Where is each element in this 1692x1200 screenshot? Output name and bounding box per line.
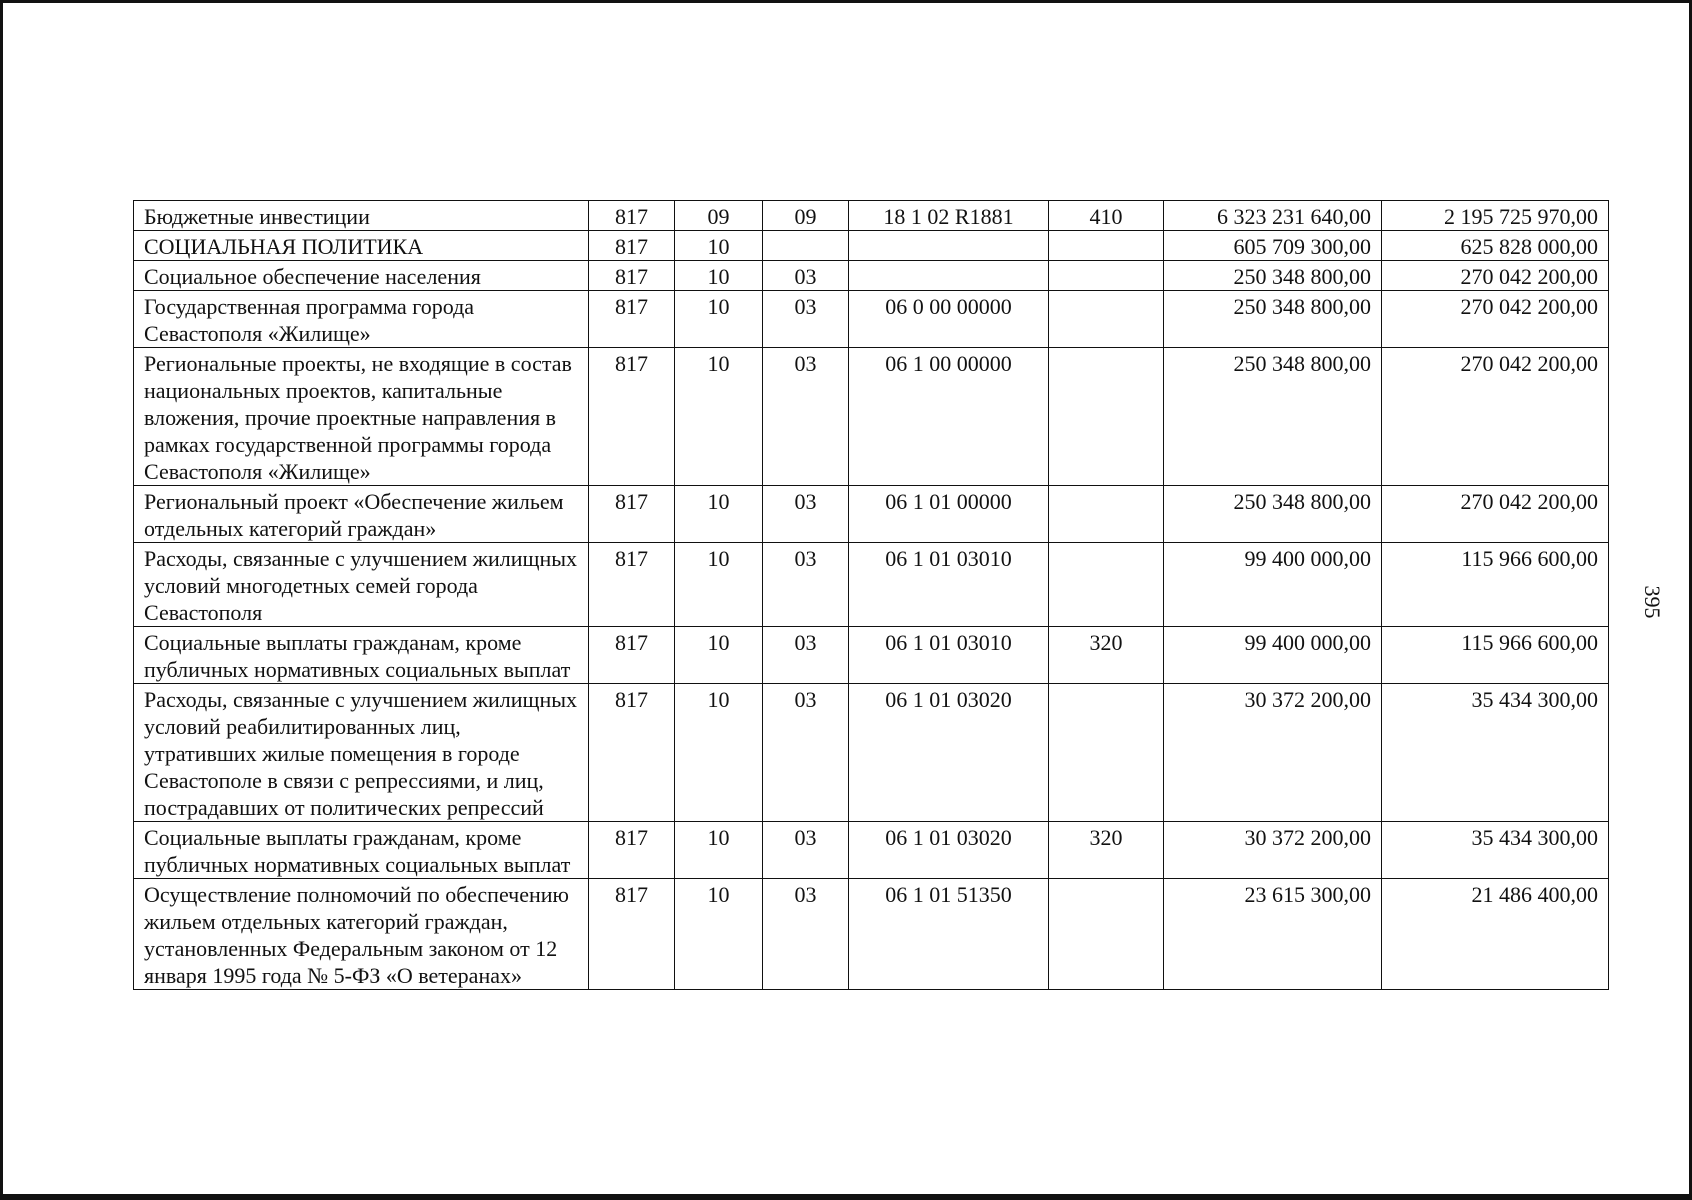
cell-amount-year1: 30 372 200,00 [1164,822,1382,879]
cell-grbs: 817 [589,201,675,231]
cell-subsection: 03 [763,879,849,990]
cell-target-article: 06 0 00 00000 [849,291,1049,348]
page-border-left [0,0,3,1200]
cell-subsection [763,231,849,261]
cell-amount-year2: 625 828 000,00 [1382,231,1609,261]
cell-name: Социальное обеспечение населения [134,261,589,291]
table-body [134,201,1609,990]
cell-amount-year1: 250 348 800,00 [1164,291,1382,348]
cell-section: 10 [675,231,763,261]
cell-name: Осуществление полномочий по обеспечению жильем отдельных категорий граждан, установленных Федеральным законом от 12 января 1995 года № 5-ФЗ «О ветеранах» [134,879,589,990]
cell-name: Государственная программа города Севастополя «Жилище» [134,291,589,348]
cell-expense-type [1049,348,1164,486]
cell-expense-type [1049,684,1164,822]
cell-section: 10 [675,627,763,684]
cell-grbs: 817 [589,543,675,627]
table-row [134,231,1609,261]
cell-amount-year1: 30 372 200,00 [1164,684,1382,822]
cell-section: 10 [675,543,763,627]
cell-amount-year2: 270 042 200,00 [1382,486,1609,543]
cell-target-article: 06 1 01 03010 [849,627,1049,684]
cell-amount-year2: 270 042 200,00 [1382,291,1609,348]
cell-subsection: 03 [763,822,849,879]
cell-subsection: 09 [763,201,849,231]
cell-name: Расходы, связанные с улучшением жилищных условий реабилитированных лиц, утративших жилые помещения в городе Севастополе в связи с репрессиями, и лиц, пострадавших от политических репрессий [134,684,589,822]
table-row [134,822,1609,879]
cell-grbs: 817 [589,261,675,291]
cell-grbs: 817 [589,486,675,543]
cell-target-article [849,261,1049,291]
cell-amount-year1: 605 709 300,00 [1164,231,1382,261]
cell-expense-type [1049,486,1164,543]
cell-name: Расходы, связанные с улучшением жилищных условий многодетных семей города Севастополя [134,543,589,627]
cell-name: СОЦИАЛЬНАЯ ПОЛИТИКА [134,231,589,261]
cell-name: Социальные выплаты гражданам, кроме публичных нормативных социальных выплат [134,627,589,684]
cell-subsection: 03 [763,684,849,822]
cell-grbs: 817 [589,684,675,822]
cell-amount-year1: 6 323 231 640,00 [1164,201,1382,231]
cell-amount-year1: 250 348 800,00 [1164,261,1382,291]
cell-target-article: 06 1 01 03010 [849,543,1049,627]
cell-target-article: 06 1 01 51350 [849,879,1049,990]
cell-section: 10 [675,291,763,348]
cell-amount-year2: 35 434 300,00 [1382,684,1609,822]
cell-target-article: 06 1 01 03020 [849,684,1049,822]
cell-section: 10 [675,684,763,822]
cell-expense-type: 320 [1049,627,1164,684]
cell-section: 09 [675,201,763,231]
cell-subsection: 03 [763,348,849,486]
table-row [134,261,1609,291]
cell-amount-year2: 21 486 400,00 [1382,879,1609,990]
cell-name: Социальные выплаты гражданам, кроме публичных нормативных социальных выплат [134,822,589,879]
table-row [134,201,1609,231]
cell-expense-type [1049,261,1164,291]
cell-grbs: 817 [589,879,675,990]
cell-target-article: 06 1 00 00000 [849,348,1049,486]
table-row [134,291,1609,348]
cell-section: 10 [675,486,763,543]
cell-amount-year1: 250 348 800,00 [1164,486,1382,543]
cell-name: Бюджетные инвестиции [134,201,589,231]
budget-table [133,200,1609,990]
cell-amount-year1: 99 400 000,00 [1164,543,1382,627]
cell-expense-type [1049,291,1164,348]
cell-expense-type [1049,543,1164,627]
cell-amount-year2: 115 966 600,00 [1382,543,1609,627]
cell-section: 10 [675,879,763,990]
cell-target-article: 06 1 01 03020 [849,822,1049,879]
cell-subsection: 03 [763,291,849,348]
cell-target-article: 06 1 01 00000 [849,486,1049,543]
cell-grbs: 817 [589,291,675,348]
table-row [134,627,1609,684]
table-row [134,486,1609,543]
cell-grbs: 817 [589,822,675,879]
table-row [134,879,1609,990]
cell-subsection: 03 [763,543,849,627]
cell-amount-year1: 99 400 000,00 [1164,627,1382,684]
cell-section: 10 [675,348,763,486]
table-row [134,543,1609,627]
cell-amount-year2: 270 042 200,00 [1382,261,1609,291]
cell-grbs: 817 [589,348,675,486]
cell-section: 10 [675,822,763,879]
cell-name: Региональные проекты, не входящие в состав национальных проектов, капитальные вложения, прочие проектные направления в рамках государственной программы города Севастополя «Жилище» [134,348,589,486]
cell-expense-type: 320 [1049,822,1164,879]
cell-section: 10 [675,261,763,291]
cell-grbs: 817 [589,627,675,684]
page-number: 395 [1640,585,1665,619]
cell-subsection: 03 [763,261,849,291]
cell-amount-year2: 2 195 725 970,00 [1382,201,1609,231]
table-row [134,348,1609,486]
cell-amount-year2: 270 042 200,00 [1382,348,1609,486]
cell-expense-type [1049,879,1164,990]
cell-amount-year1: 250 348 800,00 [1164,348,1382,486]
page-border-top [0,0,1692,3]
cell-amount-year2: 35 434 300,00 [1382,822,1609,879]
cell-subsection: 03 [763,627,849,684]
cell-amount-year1: 23 615 300,00 [1164,879,1382,990]
cell-subsection: 03 [763,486,849,543]
cell-amount-year2: 115 966 600,00 [1382,627,1609,684]
cell-grbs: 817 [589,231,675,261]
cell-target-article: 18 1 02 R1881 [849,201,1049,231]
table-row [134,684,1609,822]
cell-expense-type [1049,231,1164,261]
cell-target-article [849,231,1049,261]
cell-expense-type: 410 [1049,201,1164,231]
cell-name: Региональный проект «Обеспечение жильем отдельных категорий граждан» [134,486,589,543]
page-border-bottom [0,1194,1692,1200]
